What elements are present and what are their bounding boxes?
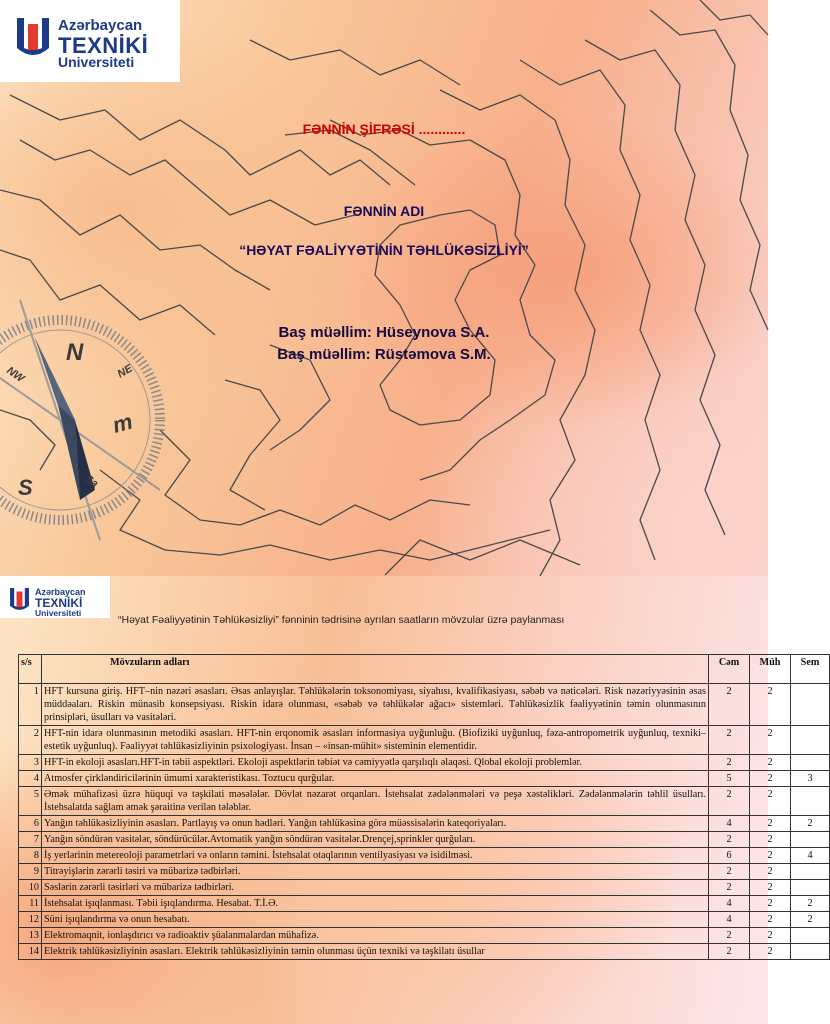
row-topic: Elektrik təhlükəsizliyinin əsasları. Elektrik təhlükəsizliyinin təmin olunması üçün texniki və təşkilatı üsullar — [42, 944, 709, 960]
university-emblem-icon — [17, 18, 49, 62]
logo-line-2: TEXNİKİ — [35, 596, 83, 610]
row-lecture: 2 — [750, 928, 791, 944]
table-header-row — [19, 655, 830, 684]
row-seminar: 2 — [791, 816, 830, 832]
header-total: Cəm — [709, 655, 750, 684]
header-no: s/s — [19, 655, 42, 684]
logo-line-2: TEXNİKİ — [58, 33, 149, 58]
row-number: 14 — [19, 944, 42, 960]
row-total: 2 — [709, 880, 750, 896]
row-seminar — [791, 787, 830, 816]
row-total: 2 — [709, 684, 750, 726]
row-number: 11 — [19, 896, 42, 912]
row-topic: Əmək mühafizəsi üzrə hüquqi və təşkilati məsələlər. Dövlət nəzarət orqanları. İstehsalat zədələnmələri və peşə xəstəlikləri. Zədələnmələrin təhlil üsulları. İstehsalatda sağlam əmək şəraitinə verilən tələblər. — [42, 787, 709, 816]
table-row — [19, 684, 830, 726]
row-seminar — [791, 684, 830, 726]
row-total: 2 — [709, 832, 750, 848]
topics-table — [18, 654, 830, 960]
table-row — [19, 755, 830, 771]
row-total: 2 — [709, 726, 750, 755]
row-seminar: 3 — [791, 771, 830, 787]
row-number: 13 — [19, 928, 42, 944]
row-total: 4 — [709, 896, 750, 912]
header-lecture: Müh — [750, 655, 791, 684]
row-number: 10 — [19, 880, 42, 896]
row-number: 12 — [19, 912, 42, 928]
table-row — [19, 880, 830, 896]
row-topic: HFT kursuna giriş. HFT–nin nəzəri əsasları. Əsas anlayışlar. Təhlükələrin toksonomiyası, siyahısı, kvalifikasiyası, səbəb və nəticələri. Risk nəzəriyyəsinin əsas müddəaları. Riskin münasib konsepsiyası. Riskin idarə olunması, «səbəb və təhlükələr ağacı» sistemləri. Təhlükəsizlik fəaliyyətinin təmin olunmasının prinsipləri, üsulları və vasitələri. — [42, 684, 709, 726]
table-row — [19, 896, 830, 912]
row-number: 9 — [19, 864, 42, 880]
row-seminar: 2 — [791, 896, 830, 912]
row-number: 7 — [19, 832, 42, 848]
table-row — [19, 787, 830, 816]
row-lecture: 2 — [750, 684, 791, 726]
table-row — [19, 848, 830, 864]
row-total: 2 — [709, 787, 750, 816]
row-seminar — [791, 864, 830, 880]
compass-ne-label: NE — [115, 362, 135, 381]
row-lecture: 2 — [750, 864, 791, 880]
table-row — [19, 816, 830, 832]
row-topic: Atmosfer çirkləndiricilərinin ümumi xarakteristikası. Toztucu qurğular. — [42, 771, 709, 787]
row-number: 2 — [19, 726, 42, 755]
table-row — [19, 726, 830, 755]
row-number: 6 — [19, 816, 42, 832]
university-logo — [0, 0, 180, 82]
row-lecture: 2 — [750, 755, 791, 771]
row-seminar: 2 — [791, 912, 830, 928]
table-row — [19, 928, 830, 944]
row-lecture: 2 — [750, 896, 791, 912]
row-topic: HFT-in ekoloji əsasları.HFT-in təbii aspektləri. Ekoloji aspektlərin təbiət və cəmiyyətlə qarşılıqlı əlaqəsi. Qlobal ekoloji problemlər. — [42, 755, 709, 771]
row-seminar — [791, 726, 830, 755]
row-lecture: 2 — [750, 771, 791, 787]
table-row — [19, 912, 830, 928]
row-topic: Yanğın təhlükəsizliyinin əsasları. Partlayış və onun hədləri. Yanğın təhlükəsinə görə müəssisələrin kateqoriyaları. — [42, 816, 709, 832]
table-row — [19, 944, 830, 960]
row-lecture: 2 — [750, 848, 791, 864]
row-seminar — [791, 944, 830, 960]
logo-line-1: Azərbaycan — [58, 17, 143, 34]
row-number: 1 — [19, 684, 42, 726]
teacher-2: Baş müəllim: Rüstəmova S.M. — [277, 346, 491, 363]
university-emblem-icon — [10, 588, 29, 614]
row-seminar — [791, 832, 830, 848]
table-row — [19, 771, 830, 787]
header-name: Mövzuların adları — [42, 655, 709, 684]
row-topic: İş yerlərinin metereoloji parametrləri və onların təmini. İstehsalat otaqlarının ventilyasiyası və isidilməsi. — [42, 848, 709, 864]
compass-se-label: Sa — [82, 472, 101, 491]
header-seminar: Sem — [791, 655, 830, 684]
row-topic: Süni işıqlandırma və onun hesabatı. — [42, 912, 709, 928]
row-topic: HFT-nin idarə olunmasının metodiki əsasları. HFT-nin erqonomik əsasları informasiya uyğunluğu. (Biofiziki uyğunluq, fəza-antropometrik uyğunluq, texniki–estetik uyğunluq). Fəaliyyət təhlükəsizliyinin psixologiyası. İnsan – «insan-mühit» sisteminin elementidir. — [42, 726, 709, 755]
compass-e-label: m — [109, 408, 136, 438]
row-lecture: 2 — [750, 726, 791, 755]
compass-s-label: S — [18, 475, 33, 500]
row-lecture: 2 — [750, 832, 791, 848]
row-total: 2 — [709, 864, 750, 880]
row-topic: İstehsalat işıqlanması. Təbii işıqlandırma. Hesabat. T.İ.Ə. — [42, 896, 709, 912]
row-total: 2 — [709, 928, 750, 944]
row-lecture: 2 — [750, 816, 791, 832]
table-row — [19, 864, 830, 880]
compass-n-label: N — [66, 339, 84, 366]
row-total: 5 — [709, 771, 750, 787]
row-seminar: 4 — [791, 848, 830, 864]
row-total: 4 — [709, 816, 750, 832]
row-number: 3 — [19, 755, 42, 771]
row-lecture: 2 — [750, 944, 791, 960]
table-row — [19, 832, 830, 848]
row-topic: Yanğın söndürən vasitələr, söndürücülər.Avtomatik yanğın söndürən vasitələr.Drençej,sprinkler qurğuları. — [42, 832, 709, 848]
row-topic: Səslərin zərərli təsirləri və mübarizə tədbirləri. — [42, 880, 709, 896]
compass-nw-label: NW — [4, 364, 27, 385]
teacher-1: Baş müəllim: Hüseynova S.A. — [278, 324, 490, 341]
row-number: 5 — [19, 787, 42, 816]
row-total: 2 — [709, 944, 750, 960]
row-lecture: 2 — [750, 787, 791, 816]
row-seminar — [791, 928, 830, 944]
row-topic: Titrəyişlərin zərərli təsiri və mübarizə tədbirləri. — [42, 864, 709, 880]
university-logo-small — [0, 576, 110, 618]
subject-code: FƏNNİN ŞİFRƏSİ ............ — [302, 121, 466, 137]
subject-name: “HƏYAT FƏALİYYƏTİNİN TƏHLÜKƏSİZLİYİ” — [239, 242, 529, 258]
row-seminar — [791, 880, 830, 896]
row-total: 6 — [709, 848, 750, 864]
row-lecture: 2 — [750, 912, 791, 928]
row-lecture: 2 — [750, 880, 791, 896]
row-total: 4 — [709, 912, 750, 928]
row-seminar — [791, 755, 830, 771]
logo-line-3: Universiteti — [35, 608, 82, 618]
row-total: 2 — [709, 755, 750, 771]
logo-line-3: Universiteti — [58, 54, 135, 70]
subject-name-label: FƏNNİN ADI — [343, 203, 425, 219]
slide-title: “Həyat Fəaliyyətinin Təhlükəsizliyi” fənninin tədrisinə ayrılan saatların mövzular üzrə paylanması — [118, 614, 565, 626]
logo-line-1: Azərbaycan — [35, 587, 86, 597]
row-topic: Elektromaqnit, ionlaşdırıcı və radioaktiv şüalanmalardan mühafizə. — [42, 928, 709, 944]
syllabus-slide — [0, 576, 820, 1024]
row-number: 8 — [19, 848, 42, 864]
row-number: 4 — [19, 771, 42, 787]
